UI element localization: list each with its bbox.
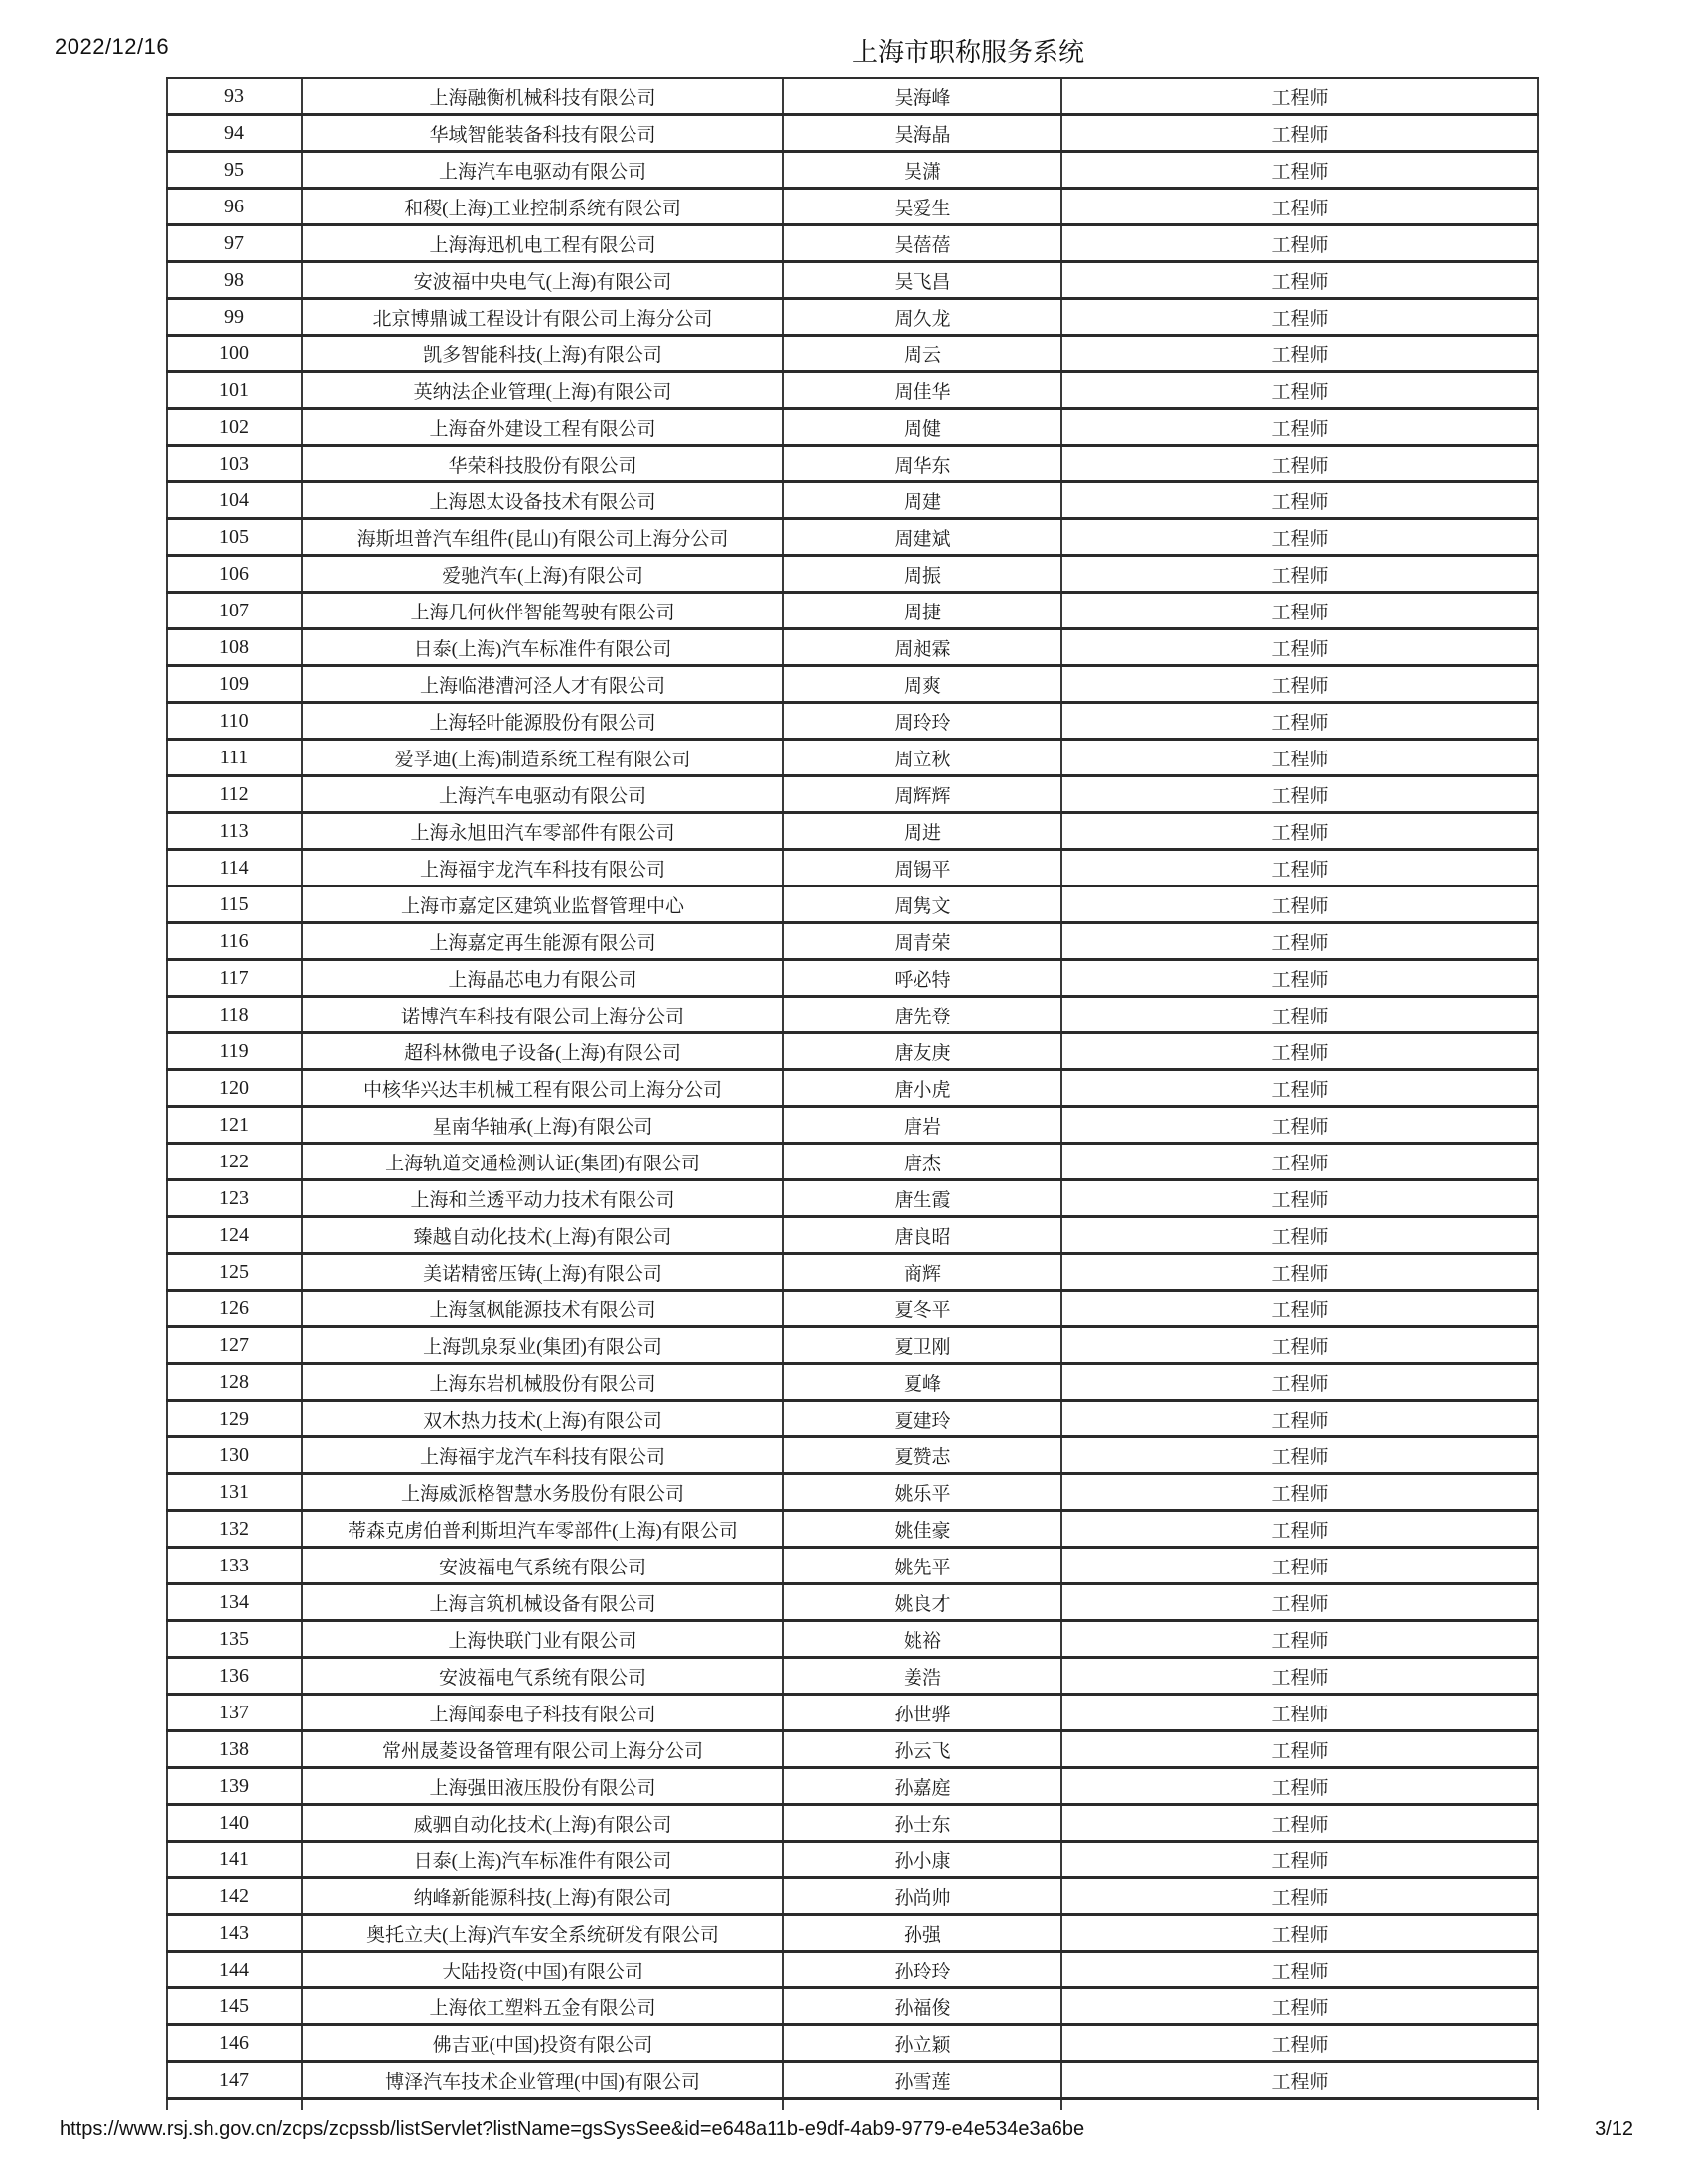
person-name-cell: 周玲玲 [784,704,1062,738]
person-name-cell: 唐生霞 [784,1181,1062,1215]
row-number-cell: 103 [166,447,303,480]
person-name-cell: 姜浩 [784,1659,1062,1693]
job-title-cell: 工程师 [1062,1843,1539,1876]
job-title-cell: 工程师 [1062,1549,1539,1582]
row-number-cell: 110 [166,704,303,738]
job-title-cell: 工程师 [1062,630,1539,664]
row-number-cell: 93 [166,79,303,113]
title-list-table [166,77,1539,2110]
table-row [166,1218,1539,1255]
table-row [166,1953,1539,1989]
person-name-cell: 周佳华 [784,373,1062,407]
person-name-cell: 唐杰 [784,1145,1062,1178]
job-title-cell: 工程师 [1062,1328,1539,1362]
table-row [166,961,1539,998]
company-cell: 华荣科技股份有限公司 [303,447,784,480]
row-number-cell: 107 [166,594,303,627]
row-number-cell: 125 [166,1255,303,1289]
table-row [166,998,1539,1034]
company-cell: 上海快联门业有限公司 [303,1622,784,1656]
table-row [166,594,1539,630]
person-name-cell: 孙立颖 [784,2026,1062,2060]
job-title-cell: 工程师 [1062,1622,1539,1656]
company-cell: 大陆投资(中国)有限公司 [303,1953,784,1986]
row-number-cell: 120 [166,1071,303,1105]
company-cell: 威驷自动化技术(上海)有限公司 [303,1806,784,1840]
person-name-cell: 周立秋 [784,741,1062,774]
table-row [166,851,1539,887]
table-row [166,1438,1539,1475]
person-name-cell: 吴海峰 [784,79,1062,113]
table-row [166,337,1539,373]
table-row [166,79,1539,116]
row-number-cell: 140 [166,1806,303,1840]
company-cell: 星南华轴承(上海)有限公司 [303,1108,784,1142]
page-title: 上海市职称服务系统 [852,38,1085,67]
row-number-cell: 126 [166,1292,303,1325]
job-title-cell: 工程师 [1062,1585,1539,1619]
row-number-cell: 102 [166,410,303,444]
job-title-cell: 工程师 [1062,337,1539,370]
company-cell: 安波福中央电气(上海)有限公司 [303,263,784,297]
person-name-cell: 唐先登 [784,998,1062,1031]
job-title-cell: 工程师 [1062,1034,1539,1068]
job-title-cell: 工程师 [1062,1071,1539,1105]
job-title-cell: 工程师 [1062,190,1539,223]
person-name-cell: 夏卫刚 [784,1328,1062,1362]
table-row [166,1549,1539,1585]
job-title-cell: 工程师 [1062,1365,1539,1399]
footer-url: https://www.rsj.sh.gov.cn/zcps/zcpssb/listServlet?listName=gsSysSee&id=e648a11b-e9df-4ab9-9779-e4e534e3a6be [60,2118,1085,2140]
person-name-cell: 姚良才 [784,1585,1062,1619]
person-name-cell: 周爽 [784,667,1062,701]
row-number-cell: 139 [166,1769,303,1803]
row-number-cell: 121 [166,1108,303,1142]
company-cell: 上海海迅机电工程有限公司 [303,226,784,260]
person-name-cell: 夏冬平 [784,1292,1062,1325]
row-number-cell: 108 [166,630,303,664]
table-row [166,1622,1539,1659]
person-name-cell: 唐小虎 [784,1071,1062,1105]
row-number-cell: 99 [166,300,303,334]
person-name-cell: 周振 [784,557,1062,591]
person-name-cell: 吴海晶 [784,116,1062,150]
job-title-cell: 工程师 [1062,116,1539,150]
row-number-cell: 105 [166,520,303,554]
person-name-cell: 唐良昭 [784,1218,1062,1252]
table-row [166,1843,1539,1879]
row-number-cell: 112 [166,777,303,811]
job-title-cell: 工程师 [1062,1512,1539,1546]
company-cell: 爱孚迪(上海)制造系统工程有限公司 [303,741,784,774]
row-number-cell: 118 [166,998,303,1031]
table-row [166,483,1539,520]
company-cell: 上海威派格智慧水务股份有限公司 [303,1475,784,1509]
person-name-cell: 唐友庚 [784,1034,1062,1068]
company-cell: 上海轨道交通检测认证(集团)有限公司 [303,1145,784,1178]
person-name-cell: 孙玲玲 [784,1953,1062,1986]
row-number-cell: 129 [166,1402,303,1435]
person-name-cell: 吴飞昌 [784,263,1062,297]
row-number-cell: 136 [166,1659,303,1693]
person-name-cell: 周建 [784,483,1062,517]
job-title-cell: 工程师 [1062,263,1539,297]
company-cell: 英纳法企业管理(上海)有限公司 [303,373,784,407]
person-name-cell: 孙嘉庭 [784,1769,1062,1803]
job-title-cell: 工程师 [1062,1769,1539,1803]
company-cell: 上海福宇龙汽车科技有限公司 [303,1438,784,1472]
table-row [166,1402,1539,1438]
row-number-cell: 135 [166,1622,303,1656]
person-name-cell: 姚佳豪 [784,1512,1062,1546]
row-number-cell: 111 [166,741,303,774]
empty-cell [1062,2100,1539,2110]
person-name-cell: 周建斌 [784,520,1062,554]
row-number-cell: 132 [166,1512,303,1546]
table-row [166,1255,1539,1292]
job-title-cell: 工程师 [1062,1659,1539,1693]
company-cell: 安波福电气系统有限公司 [303,1549,784,1582]
company-cell: 上海福宇龙汽车科技有限公司 [303,851,784,885]
row-number-cell: 137 [166,1696,303,1729]
job-title-cell: 工程师 [1062,520,1539,554]
job-title-cell: 工程师 [1062,1953,1539,1986]
person-name-cell: 孙强 [784,1916,1062,1950]
table-row [166,373,1539,410]
table-row [166,300,1539,337]
company-cell: 中核华兴达丰机械工程有限公司上海分公司 [303,1071,784,1105]
person-name-cell: 周华东 [784,447,1062,480]
job-title-cell: 工程师 [1062,1255,1539,1289]
person-name-cell: 周昶霖 [784,630,1062,664]
row-number-cell: 144 [166,1953,303,1986]
row-number-cell: 104 [166,483,303,517]
person-name-cell: 周进 [784,814,1062,848]
person-name-cell: 孙小康 [784,1843,1062,1876]
company-cell: 纳峰新能源科技(上海)有限公司 [303,1879,784,1913]
table-row [166,1108,1539,1145]
table-row [166,520,1539,557]
row-number-cell: 145 [166,1989,303,2023]
person-name-cell: 吴蓓蓓 [784,226,1062,260]
job-title-cell: 工程师 [1062,814,1539,848]
table-row [166,1181,1539,1218]
row-number-cell: 143 [166,1916,303,1950]
table-row [166,1916,1539,1953]
row-number-cell: 119 [166,1034,303,1068]
job-title-cell: 工程师 [1062,1402,1539,1435]
company-cell: 博泽汽车技术企业管理(中国)有限公司 [303,2063,784,2097]
row-number-cell: 123 [166,1181,303,1215]
job-title-cell: 工程师 [1062,1218,1539,1252]
job-title-cell: 工程师 [1062,447,1539,480]
table-row [166,887,1539,924]
company-cell: 常州晟菱设备管理有限公司上海分公司 [303,1732,784,1766]
row-number-cell: 98 [166,263,303,297]
person-name-cell: 姚乐平 [784,1475,1062,1509]
row-number-cell: 128 [166,1365,303,1399]
job-title-cell: 工程师 [1062,1696,1539,1729]
job-title-cell: 工程师 [1062,1438,1539,1472]
person-name-cell: 孙福俊 [784,1989,1062,2023]
job-title-cell: 工程师 [1062,410,1539,444]
company-cell: 佛吉亚(中国)投资有限公司 [303,2026,784,2060]
job-title-cell: 工程师 [1062,1108,1539,1142]
job-title-cell: 工程师 [1062,1916,1539,1950]
person-name-cell: 吴潇 [784,153,1062,187]
person-name-cell: 夏峰 [784,1365,1062,1399]
empty-cell [303,2100,784,2110]
person-name-cell: 周捷 [784,594,1062,627]
company-cell: 上海和兰透平动力技术有限公司 [303,1181,784,1215]
person-name-cell: 周久龙 [784,300,1062,334]
job-title-cell: 工程师 [1062,1475,1539,1509]
row-number-cell: 141 [166,1843,303,1876]
row-number-cell: 124 [166,1218,303,1252]
table-row [166,153,1539,190]
company-cell: 超科林微电子设备(上海)有限公司 [303,1034,784,1068]
person-name-cell: 周辉辉 [784,777,1062,811]
company-cell: 日泰(上海)汽车标准件有限公司 [303,630,784,664]
company-cell: 奥托立夫(上海)汽车安全系统研发有限公司 [303,1916,784,1950]
company-cell: 和稷(上海)工业控制系统有限公司 [303,190,784,223]
job-title-cell: 工程师 [1062,1732,1539,1766]
job-title-cell: 工程师 [1062,153,1539,187]
row-number-cell: 106 [166,557,303,591]
job-title-cell: 工程师 [1062,1145,1539,1178]
company-cell: 上海嘉定再生能源有限公司 [303,924,784,958]
row-number-cell: 133 [166,1549,303,1582]
company-cell: 上海永旭田汽车零部件有限公司 [303,814,784,848]
table-row [166,741,1539,777]
person-name-cell: 周云 [784,337,1062,370]
person-name-cell: 周隽文 [784,887,1062,921]
job-title-cell: 工程师 [1062,704,1539,738]
job-title-cell: 工程师 [1062,1806,1539,1840]
person-name-cell: 孙云飞 [784,1732,1062,1766]
job-title-cell: 工程师 [1062,851,1539,885]
company-cell: 上海汽车电驱动有限公司 [303,153,784,187]
company-cell: 爱驰汽车(上海)有限公司 [303,557,784,591]
table-row [166,1328,1539,1365]
company-cell: 上海依工塑料五金有限公司 [303,1989,784,2023]
job-title-cell: 工程师 [1062,1292,1539,1325]
row-number-cell: 142 [166,1879,303,1913]
empty-cell [166,2100,303,2110]
row-number-cell: 134 [166,1585,303,1619]
table-row [166,1879,1539,1916]
job-title-cell: 工程师 [1062,483,1539,517]
company-cell: 上海晶芯电力有限公司 [303,961,784,995]
table-row [166,1512,1539,1549]
row-number-cell: 96 [166,190,303,223]
table-row [166,1145,1539,1181]
company-cell: 上海汽车电驱动有限公司 [303,777,784,811]
row-number-cell: 94 [166,116,303,150]
company-cell: 上海凯泉泵业(集团)有限公司 [303,1328,784,1362]
job-title-cell: 工程师 [1062,594,1539,627]
table-row [166,226,1539,263]
partial-table-row [166,2100,1539,2110]
table-row [166,777,1539,814]
table-row [166,116,1539,153]
job-title-cell: 工程师 [1062,887,1539,921]
table-row [166,1696,1539,1732]
row-number-cell: 116 [166,924,303,958]
company-cell: 日泰(上海)汽车标准件有限公司 [303,1843,784,1876]
company-cell: 上海恩太设备技术有限公司 [303,483,784,517]
company-cell: 上海闻泰电子科技有限公司 [303,1696,784,1729]
job-title-cell: 工程师 [1062,226,1539,260]
company-cell: 上海融衡机械科技有限公司 [303,79,784,113]
header-date: 2022/12/16 [55,34,170,59]
company-cell: 上海言筑机械设备有限公司 [303,1585,784,1619]
table-row [166,1365,1539,1402]
job-title-cell: 工程师 [1062,2026,1539,2060]
table-row [166,1806,1539,1843]
company-cell: 上海市嘉定区建筑业监督管理中心 [303,887,784,921]
person-name-cell: 周健 [784,410,1062,444]
row-number-cell: 100 [166,337,303,370]
person-name-cell: 孙尚帅 [784,1879,1062,1913]
job-title-cell: 工程师 [1062,667,1539,701]
company-cell: 上海轻叶能源股份有限公司 [303,704,784,738]
footer-page-number: 3/12 [1595,2118,1633,2140]
table-row [166,1989,1539,2026]
table-row [166,410,1539,447]
table-row [166,924,1539,961]
company-cell: 诺博汽车科技有限公司上海分公司 [303,998,784,1031]
table-row [166,1034,1539,1071]
row-number-cell: 122 [166,1145,303,1178]
person-name-cell: 姚裕 [784,1622,1062,1656]
person-name-cell: 吴爱生 [784,190,1062,223]
row-number-cell: 113 [166,814,303,848]
table-row [166,1769,1539,1806]
job-title-cell: 工程师 [1062,777,1539,811]
company-cell: 安波福电气系统有限公司 [303,1659,784,1693]
row-number-cell: 97 [166,226,303,260]
row-number-cell: 114 [166,851,303,885]
company-cell: 凯多智能科技(上海)有限公司 [303,337,784,370]
person-name-cell: 姚先平 [784,1549,1062,1582]
row-number-cell: 138 [166,1732,303,1766]
company-cell: 上海强田液压股份有限公司 [303,1769,784,1803]
company-cell: 华域智能装备科技有限公司 [303,116,784,150]
person-name-cell: 孙世骅 [784,1696,1062,1729]
person-name-cell: 呼必特 [784,961,1062,995]
company-cell: 上海奋外建设工程有限公司 [303,410,784,444]
table-row [166,263,1539,300]
company-cell: 美诺精密压铸(上海)有限公司 [303,1255,784,1289]
empty-cell [784,2100,1062,2110]
table-row [166,1475,1539,1512]
job-title-cell: 工程师 [1062,300,1539,334]
job-title-cell: 工程师 [1062,741,1539,774]
row-number-cell: 117 [166,961,303,995]
person-name-cell: 夏建玲 [784,1402,1062,1435]
company-cell: 上海几何伙伴智能驾驶有限公司 [303,594,784,627]
row-number-cell: 130 [166,1438,303,1472]
job-title-cell: 工程师 [1062,961,1539,995]
person-name-cell: 夏赞志 [784,1438,1062,1472]
table-row [166,704,1539,741]
company-cell: 北京博鼎诚工程设计有限公司上海分公司 [303,300,784,334]
table-row [166,1585,1539,1622]
row-number-cell: 147 [166,2063,303,2097]
company-cell: 上海氢枫能源技术有限公司 [303,1292,784,1325]
table-row [166,2026,1539,2063]
job-title-cell: 工程师 [1062,1989,1539,2023]
job-title-cell: 工程师 [1062,79,1539,113]
table-row [166,1071,1539,1108]
job-title-cell: 工程师 [1062,1181,1539,1215]
row-number-cell: 101 [166,373,303,407]
row-number-cell: 131 [166,1475,303,1509]
job-title-cell: 工程师 [1062,998,1539,1031]
company-cell: 上海临港漕河泾人才有限公司 [303,667,784,701]
person-name-cell: 孙士东 [784,1806,1062,1840]
job-title-cell: 工程师 [1062,373,1539,407]
table-row [166,1732,1539,1769]
company-cell: 海斯坦普汽车组件(昆山)有限公司上海分公司 [303,520,784,554]
job-title-cell: 工程师 [1062,2063,1539,2097]
table-row [166,1292,1539,1328]
row-number-cell: 127 [166,1328,303,1362]
table-row [166,1659,1539,1696]
person-name-cell: 商辉 [784,1255,1062,1289]
table-row [166,557,1539,594]
job-title-cell: 工程师 [1062,1879,1539,1913]
person-name-cell: 唐岩 [784,1108,1062,1142]
company-cell: 臻越自动化技术(上海)有限公司 [303,1218,784,1252]
row-number-cell: 115 [166,887,303,921]
table-row [166,630,1539,667]
table-row [166,190,1539,226]
row-number-cell: 95 [166,153,303,187]
person-name-cell: 孙雪莲 [784,2063,1062,2097]
company-cell: 双木热力技术(上海)有限公司 [303,1402,784,1435]
person-name-cell: 周锡平 [784,851,1062,885]
table-row [166,814,1539,851]
job-title-cell: 工程师 [1062,557,1539,591]
row-number-cell: 146 [166,2026,303,2060]
company-cell: 蒂森克虏伯普利斯坦汽车零部件(上海)有限公司 [303,1512,784,1546]
table-row [166,447,1539,483]
row-number-cell: 109 [166,667,303,701]
job-title-cell: 工程师 [1062,924,1539,958]
company-cell: 上海东岩机械股份有限公司 [303,1365,784,1399]
person-name-cell: 周青荣 [784,924,1062,958]
table-row [166,2063,1539,2100]
table-row [166,667,1539,704]
